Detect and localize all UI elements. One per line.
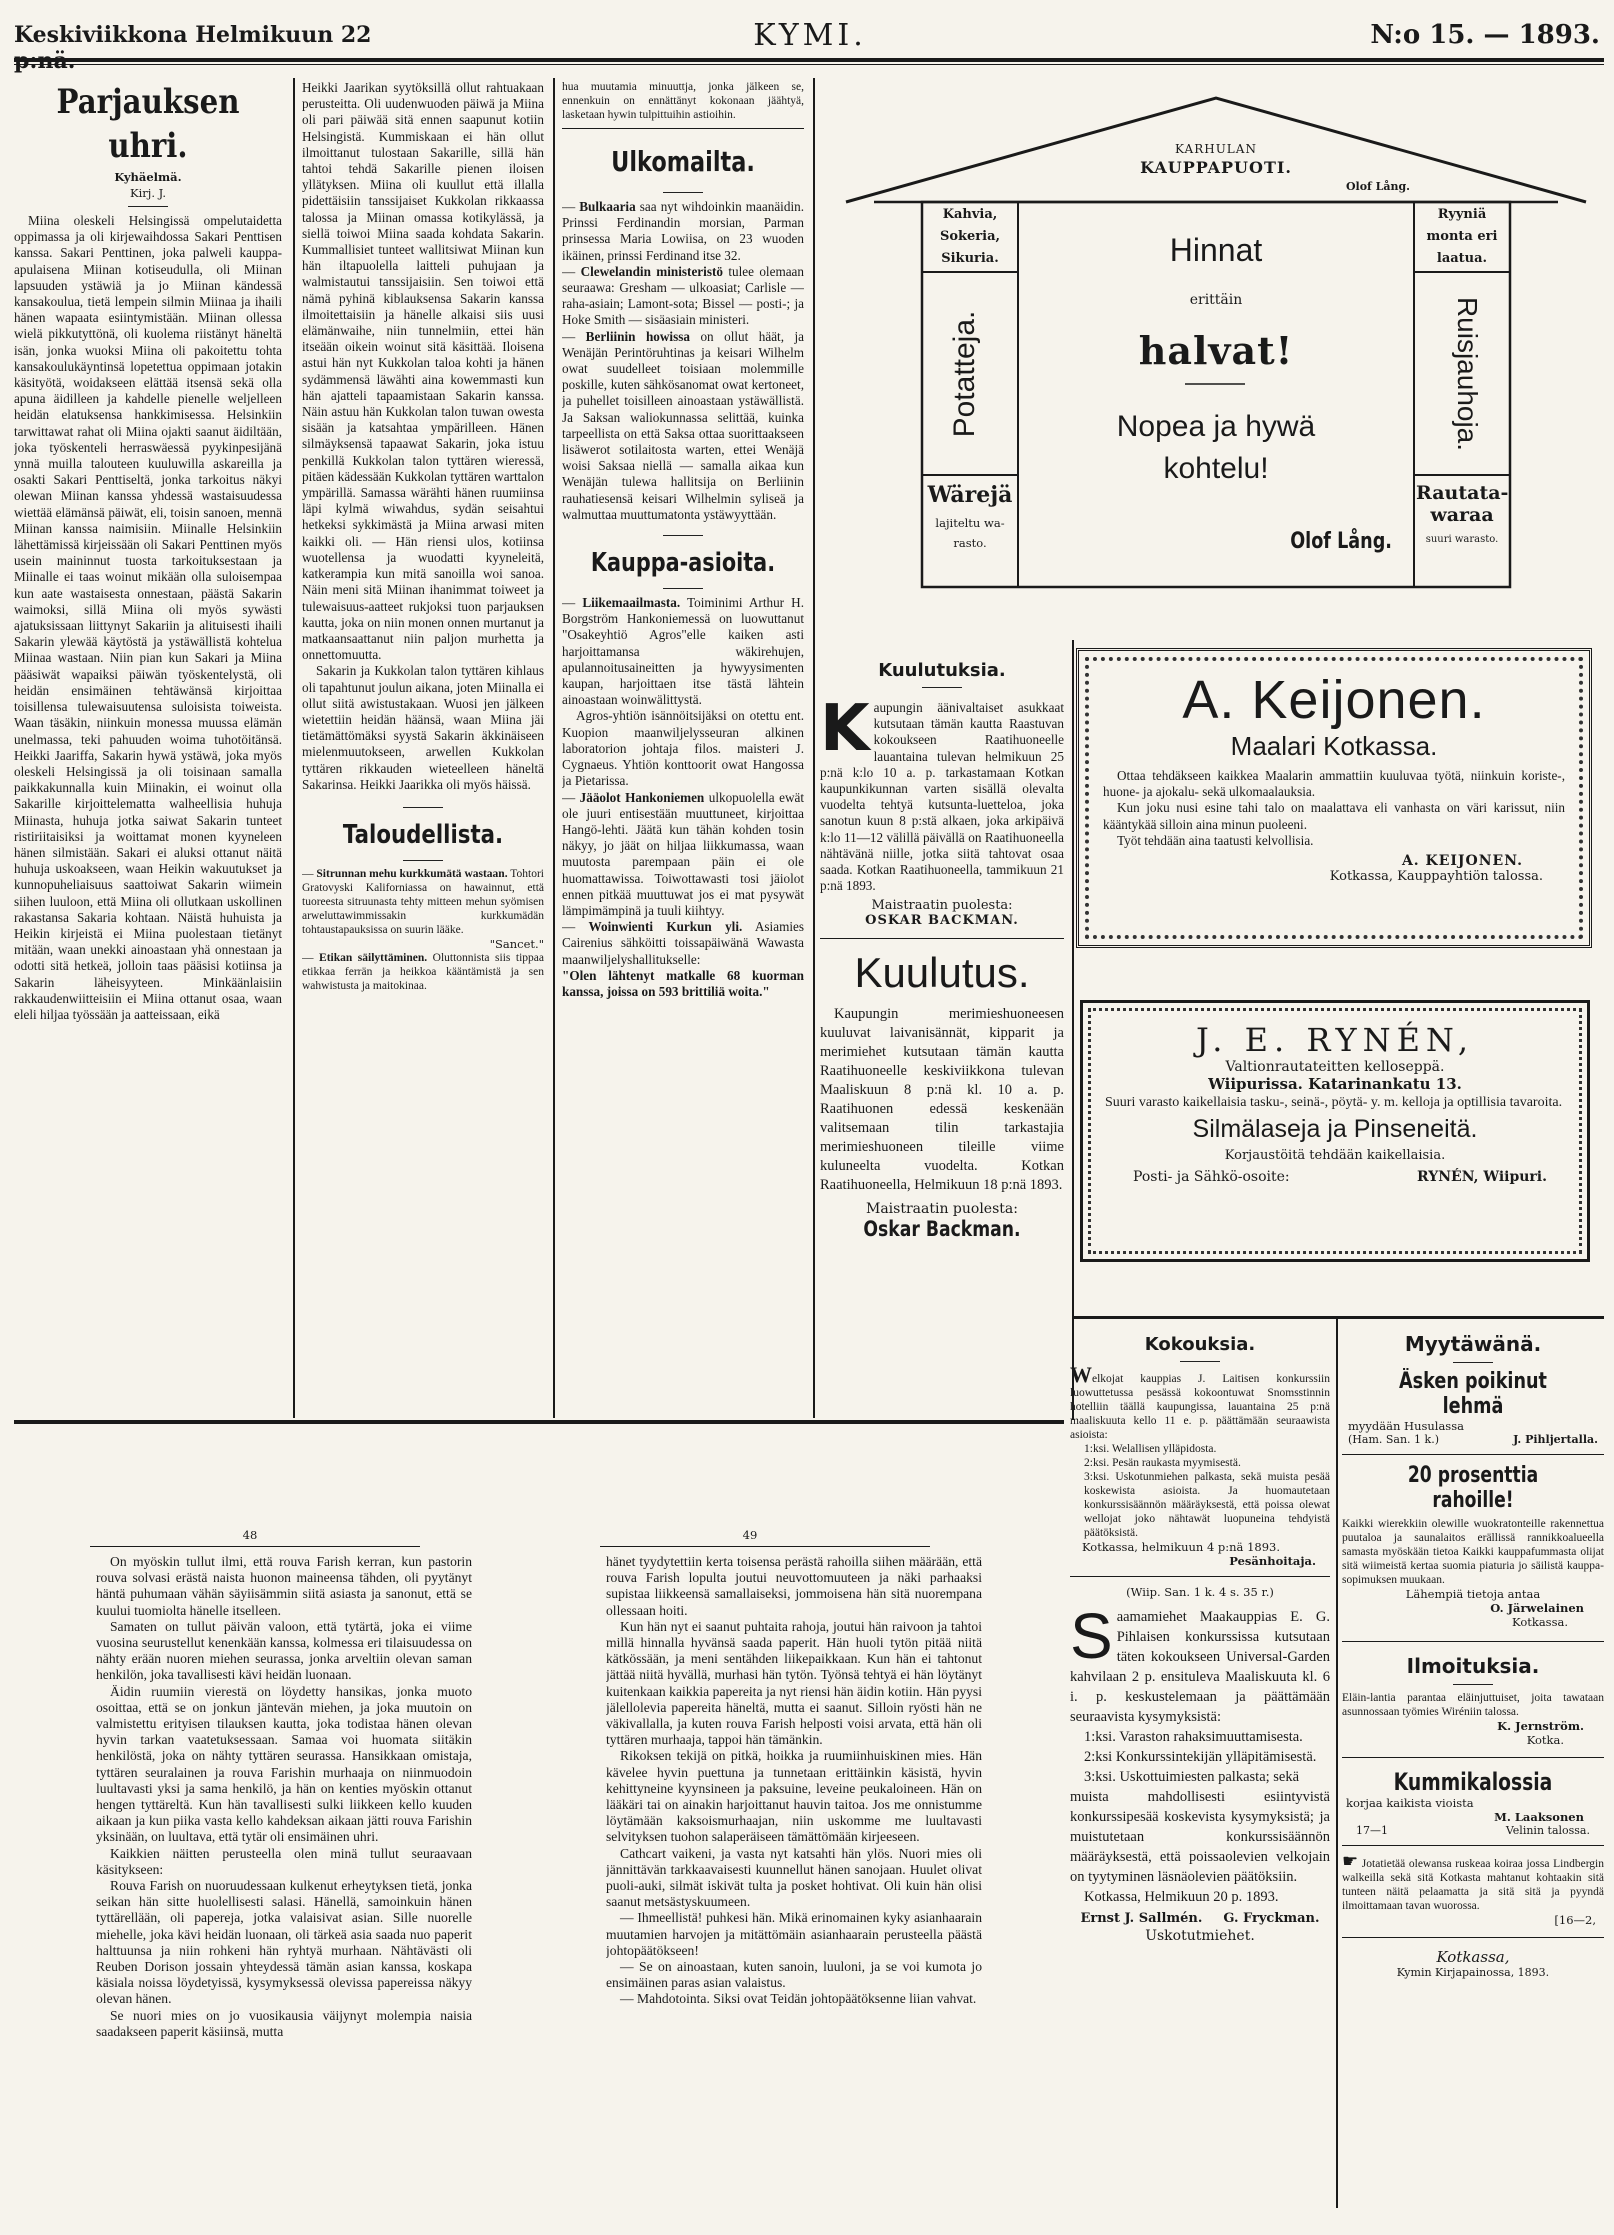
feuilleton-paragraph: Samaten on tullut päivän valoon, että tytärtä, joka ei viime vuosina seurustellut kenenkään kanssa, kolmessa eri tilaisuudessa on nähty erään nuoren miehen seurassa, jonka arveltiin olevan saman henkilön, joka tavallisesti kävi heidän luonaan. — [96, 1618, 472, 1683]
section-title-kauppa: Kauppa-asioita. — [590, 548, 776, 579]
keijonen-name: A. Keijonen. — [1182, 670, 1486, 730]
divider — [1342, 1454, 1604, 1455]
bottom-left-box — [924, 482, 1016, 550]
sallmen-text: aamamiehet Maakauppias E. G. Pihlaisen konkurssissa kutsutaan täten kokoukseen Universal-Garden kahvilaan 2 p. ensituleva Maaliskuuta kl. 6 i. p. keskustelemaan ja päättämään seuraavista kysymyksistä: — [1070, 1609, 1330, 1725]
feuilleton-paragraph: — Ihmeellistä! puhkesi hän. Mikä erinomainen kyky asianhaarain muutamien harvojen ja mitättömäin asianhaarain perusteella päästä johtopäätökseen! — [606, 1910, 982, 1958]
article-title: Sitrunnan mehu kurkkumätä wastaan. — [316, 867, 508, 880]
box-item: Kahvia, — [942, 207, 998, 222]
trade-item: Agros-yhtiön isännöitsijäksi on otettu ent. Kuopion maanwiljelysseuran alkinen laboratorion johtaja filos. maisteri J. Cygnaeus. Yhtiön konttoorit owat Hangossa ja Pietarissa. — [562, 708, 804, 789]
vertical-left-text: Potatteja. — [948, 310, 981, 438]
cow-sub: myydään Husulassa — [1348, 1419, 1464, 1433]
sallmen-sig: G. Fryckman. — [1223, 1911, 1320, 1926]
page-number-right: 49 — [742, 1528, 758, 1542]
hinnat-label: Hinnat — [1169, 232, 1263, 268]
trade-item: — Woinwienti Kurkun yli. Asiamies Cairenius sähköitti toissapäiwänä Wawasta maanwiljelyshallitukselle: — [562, 919, 804, 967]
sallmen-sig: Ernst J. Sallmén. — [1080, 1911, 1203, 1926]
box-item: Ryyniä — [1437, 207, 1487, 222]
feuilleton-paragraph: Cathcart vaikeni, ja vasta nyt katsahti hän ylös. Nuori mies oli jännittävän tarkkaavaisesti kuunnellut hänen sanojaan. Huulet olivat puoli-auki, silmät iskivät tulta ja posket hohtivat. Oli kuin hän olisi saanut metsästyskuumeen. — [606, 1845, 982, 1910]
kummi-sub: korjaa kaikista vioista — [1346, 1796, 1474, 1810]
article-continuation: hua muutamia minuuttja, jonka jälkeen se, ennenkuin on ennättänyt kokonaan jäähtyä, lasketaan hywin tulpittuihin astioihin. — [562, 81, 804, 121]
cow-ref: (Ham. San. 1 k.) — [1348, 1433, 1439, 1446]
meeting-sig: Pesänhoitaja. — [1229, 1554, 1316, 1568]
keijonen-body-3: Työt tehdään aina taatusti kelvollisia. — [1117, 832, 1314, 848]
box-left-top — [924, 204, 1016, 270]
erittain-label: erittäin — [1189, 292, 1243, 308]
feuilleton-paragraph: On myöskin tullut ilmi, että rouva Farish kerran, kun pastorin rouva solvasi erästä naista huonon maineensa tähden, oli pyytänyt häntä puhumaan vähän säyiisämmin siitä asiasta ja sanonut, että se kuului tuomiolta hänelle itselleen. — [96, 1554, 472, 1618]
discount-body: Kaikki wierekkiin olewille wuokratonteille rakennettua puutaloa ja saunalaitos erällissä rannikkoalueella samasta myöskään tietoa Kaikki kauppafummasta olijat sitä wiimeistä kertaa suomia piaturia jo säilistä kauppa-sopimuksen muukaan. — [1342, 1518, 1604, 1586]
bl-sub: rasto. — [953, 536, 987, 550]
bl-sub: lajiteltu wa- — [935, 516, 1005, 530]
news-body: tulee olemaan seuraawa: Gresham — ulkoasiat; Carlisle — raha-asiain; Lamont-sota; Bissel — posti-; ja Hoke Smith — sisäasiain ministeri. — [562, 263, 804, 328]
divider — [1453, 1362, 1493, 1363]
trade-title: Woinwienti Kurkun yli. — [588, 919, 743, 935]
ilmoitus-place: Kotka. — [1526, 1733, 1564, 1747]
feuilleton-paragraph: — Mahdotointa. Siksi ovat Teidän johtopäätöksenne liian vahvat. — [620, 1991, 977, 2007]
dropcap: K — [820, 692, 870, 766]
column-2 — [302, 80, 544, 1418]
ad-signature: Olof Lång. — [1290, 529, 1392, 554]
divider — [663, 192, 703, 193]
pointing-hand-icon: ☛ — [1342, 1851, 1359, 1871]
feuilleton-paragraph: Äidin ruumiin vierestä on löydetty hansikas, jonka muoto osoittaa, että se on jonkun jäntevän miehen, ja joka muutoin on valmistettu erityisen tilauksen kautta, joka todistaa hänen olevan hyvin tarkan vaatetuksessaan. Samaa voi huomata siitäkin henkilöstä, joka on nähty tyttären seurassa. Hansikkaan omistaja, tyttären seuralainen ja rouva Farishin murhaaja on niinmuodoin luultavasti yksi ja sama henkilö, ja hän on kenties myöskin ottanut hengen tyttäreltä. Kun hän tavallisesti sulki liikkeen kello kuuden aikaan ja kun piika vasta kello kahdeksan aikaan jätti rouva Farishin yksinään, on luultava, että tytär oli ensimäinen uhri. — [96, 1683, 472, 1845]
rynen-ad — [1080, 1000, 1590, 1262]
divider — [1180, 1361, 1220, 1362]
rynen-big: Silmälaseja ja Pinseneitä. — [1192, 1115, 1478, 1144]
ilmoitus-body: Eläin-lantia parantaa eläinjuttuiset, joita tawataan asunnossaan työmies Wiréniin talossa. — [1342, 1692, 1604, 1718]
service-line-1: Nopea ja hywä — [1116, 410, 1316, 443]
divider — [663, 588, 703, 589]
col-rule — [1336, 1318, 1338, 2208]
divider — [1070, 1576, 1330, 1577]
article: — Etikan säilyttäminen. Oluttonnista siis tippaa etikkaa ferrän ja heikkoa kääntämistä ja sen wahwistusta ja maitokinaa. — [302, 951, 544, 992]
kummi-heading: Kummikalossia — [1393, 1768, 1553, 1796]
feuilleton-paragraph: — Se on ainoastaan, kuten sanoin, luuloni, ja se voi kumota jo ensimäinen paras asian valaistus. — [606, 1959, 982, 1991]
news-item: — Clewelandin ministeristö tulee olemaan seuraawa: Gresham — ulkoasiat; Carlisle — raha-asiain; Lamont-sota; Bissel — posti-; ja Hoke Smith — sisäasiain ministeri. — [562, 263, 804, 328]
sallmen-sigs — [1070, 1911, 1330, 1926]
divider — [820, 938, 1064, 939]
karhula-ad — [840, 92, 1592, 592]
kummi-sig: M. Laaksonen — [1494, 1810, 1584, 1824]
news-title: Clewelandin ministeristö — [580, 263, 723, 279]
notice-text: aupungin äänivaltaiset asukkaat kutsutaan tämän kautta Raastuvan kokoukseen Raatihuoneelle lauantaina tulevan helmikuun 25 p:nä k:lo 10 a. p. tarkastamaan Kotkan kaupunkikunnan varten sisällä olevalta vuodelta tehtyä kutsunta-luetteloa, joka sanotun kuun 8 p:stä alkaen, joka arkipäivä k:lo 11—12 välillä päivällä on Raatihuoneella nähtävänä niille, jotka siitä tahtovat osaa saada. Kotkan Raatihuoneella, tammikuun 21 p:nä 1893. — [820, 700, 1064, 894]
shop-owner: Olof Lång. — [1345, 180, 1410, 193]
divider — [1453, 1684, 1493, 1685]
sallmen-q2: 2:ksi Konkurssintekijän ylläpitämisestä. — [1084, 1749, 1317, 1765]
masthead-rule-thin — [14, 64, 1604, 65]
rynen-post-value: RYNÉN, Wiipuri. — [1417, 1169, 1547, 1186]
feuilleton-paragraph: Rikoksen tekijä on pitkä, hoikka ja ruumiinhuiskinen mies. Hän kävelee hyvin puettuna ja tunnetaan erittäinkin käsistä, hyvin kehittyneine kyynsineen ja paksuine, leveine peukaloineen. Hän on lääkäri tai on ainakin harjoittanut hauvin taitoa. Jos me onnistumme löytämään kaksoismurhaajan, niin uskomme me luultavasti selvityksen tuohon salaperäiseen tämättömään kirjeeseen. — [606, 1748, 982, 1845]
divider — [1342, 1641, 1604, 1642]
cow-sig: J. Pihljertalla. — [1513, 1433, 1598, 1446]
keijonen-title: Maalari Kotkassa. — [1230, 731, 1438, 761]
trade-body: ulkopuolella ewät ole juuri entisestään muuttuneet, kirjoittaa Hangö-lehti. Jäätä kun tähän kohden tosin näkyy, jo jäät on hiljaa liikkumassa, waan muutosta parempaan päin ei ole huomattawissa. Toiwottawasti tosi jäiolot ennen pitkää muuttuwat jos ei mat pysywät lämpimämpinä ja tuuli kiihtyy. — [562, 789, 804, 918]
section-rule — [1072, 1316, 1604, 1319]
rynen-name: J. E. RYNÉN, — [1195, 1021, 1475, 1059]
meeting-list-item: 2:ksi. Pesän raukasta myymisestä. — [1084, 1457, 1241, 1469]
story-title: Parjauksen uhri. — [56, 82, 240, 166]
rynen-post-label: Posti- ja Sähkö-osoite: — [1133, 1169, 1290, 1186]
story-body: Miina oleskeli Helsingissä ompelutaidetta oppimassa ja oli kirjewaihdossa Sakari Penttisen kanssa. Sakari Penttinen, joka palweli kauppa-apulaisena Miinan kotiseudulla, oli Miinan lapsuuden ystäwiä ja jo Miinan kändessä kansakoulua, tietä lempein silmin Miinaa ja ihaili hänen wapaata esiintymistään. Miinan ollessa wielä pikkutyttönä, oli kuolema riistänyt häneltä isän, jonka wuoksi Miina oli pakoitettu tohta kansakoulukäyntinsä lopetettua oppimaan jotakin käsityötä, woidakseen elättää itsensä sekä olla apuna äidilleen ja kahdelle pienelle weljelleen heidän elatuksensa hankkimisessa. Helsinkiin tarwittawat rahat oli Miina ojakti saanut äidiltään, joka työskenteli herraswäessä pyykinpesijänä ynnä muilla talouteen kuuluwilla askareilla ja osakti Sakari Penttiseltä, jonka tarkoitus näkyi olewan Miinan kanssa yhdessä wastaisuudessa wiettää elämänsä päiwät, eli, toisin sanoen, mennä Miinan kanssa naimisiin. Miinalle Helsinkiin lähettämissä kirjeissään oli Sakari Penttinen myös usein maininnut tuosta tarkoituksestaan ja Miinalle ei taas woinut mikään olla suloisempaa kun aate wastaisesta onnestaan, päästä Sakarin waimoksi, sillä Miina oli myös sywästi ajatuksissaan liittynyt Sakariin ja alituisesti ihaili Sakarin ylewää käytöstä ja ystäwällistä kohtelua Miinaa wastaan. Niin pian kun Sakari ja Miina pääsiwät wapaiksi päiwän työskentelystä, oli heidän ensimäinen tehtäwänsä kirjoittaa toisillensa tulewaisuutensa suloisista toiweista. Waan täsäkin, niinkuin monessa muussa elämän unelmassa, teki pahuuden woima tuhotöitänsä. Heikki Jaariffa, Sakarin hywä ystäwä, joka myös oleskeli Helsingissä ja oli toisinaan samalla paikkakunnalla kuin Miinakin, ei woinut olla Sakarille kirjoittelematta walheellisia huhuja Miinasta, huhuja jotka saiwat Sakarin tunteet ristiriitaisiksi ja woittamat monen kyyneleen hänen silmistään. Sakari ei aluksi ottanut näitä huhuja uskoakseen, waan Heikin wakuutukset ja kunnopuheliaisuus saattoiwat Sakarin wiimein siihen luuloon, että Miina oli ollutkaan uskollinen rakastansa Sakaria kohtaan. Näistä huhuista ja Heikin kirjeistä ei Miina puolestaan tietänyt mitään, waan unekki ainoastaan yhä onnestaan ja odotti sitä hetkeä, jolloin taas pääsisi kotiinsa ja Sakarin läheisyyteen. Minkäänlaisiin rakkaudenwiitteisiin ei Miina ottanut osaa, waan eleli hiljaa työssään ja aatteissaan, eikä — [14, 213, 282, 1022]
cow-footer — [1342, 1433, 1604, 1446]
section-title-taloudellista: Taloudellista. — [342, 819, 504, 850]
notice-sig-2: OSKAR BACKMAN. — [865, 913, 1019, 929]
sallmen-body — [1070, 1600, 1330, 1727]
feuilleton-rule — [90, 1546, 420, 1547]
story-continuation-2: Sakarin ja Kukkolan talon tyttären kihlaus oli tapahtunut joulun aikana, joten Miinalla ei ollut siitä awistustakaan. Wuosi jen jälkeen wietettiin heidän häänsä, waan Miina jäi tietämättömäksi syystä Sakarin äkkinäiseen mielenmuutokseen, arwellen Kukkolan tyttären rikkauden wieteelleen häneltä Sakarinsa. Heikki Jaarikka oli myös häissä. — [302, 663, 544, 792]
keijonen-addr: Kotkassa, Kauppayhtiön talossa. — [1329, 869, 1543, 885]
halvat-label: halvat! — [1138, 328, 1294, 373]
sallmen-ref: (Wiip. San. 1 k. 4 s. 35 r.) — [1126, 1585, 1274, 1599]
rynen-body: Suuri varasto kaikellaisia tasku-, seinä-, pöytä- y. m. kelloja ja optillisia tavaroita. — [1105, 1095, 1563, 1110]
keijonen-sig: A. KEIJONEN. — [1401, 853, 1523, 870]
divider — [403, 860, 443, 861]
kuulutus-sig-2: Oskar Backman. — [863, 1217, 1021, 1242]
discount-note: Lähempiä tietoja antaa — [1405, 1587, 1541, 1601]
notice-sig-1: Maistraatin puolesta: — [871, 898, 1013, 914]
meeting-list-item: 1:ksi. Welallisen ylläpidosta. — [1084, 1443, 1217, 1455]
story-column — [14, 80, 282, 1418]
page-number-left: 48 — [242, 1528, 258, 1542]
kummi-ref: 17—1 — [1356, 1824, 1388, 1837]
trade-body: Toiminimi Arthur H. Borgström Hankoniemessä on luowuttanut "Osakeyhtiö Agros"elle kaiken asti harjoittamansa wäkirehujen, apulannoitusaineitten ja hywyysimenten kaupan, harjoittaen itse tästä lähtein ainoastaan woinwälittystä. — [562, 595, 804, 708]
vertical-right-text: Ruisjauhoja. — [1452, 296, 1483, 452]
notices-column — [820, 640, 1064, 1415]
col-rule — [553, 78, 555, 1418]
col-rule — [813, 78, 815, 1418]
printer-line-1: Kotkassa, — [1436, 1948, 1510, 1966]
feuilleton-paragraph: Kun hän nyt ei saanut puhtaita rahoja, joutui hän raivoon ja tahtoi millä hinnalla hyvänsä saada paperit. Hän huoli tytön pitää niitä kätkössään, ja meni sentähden liikepaikkaan. Kun hän ei tahtonut jättää niitä hyvällä, murhasi hän tytön. Työnsä tehtyä ei hän löytänyt kuitenkaan kaikkia papereita ja nyt riensi hän äidin kotiin. Hän pyysi jälellolevia papereita häneltä, mutta ei saanut. Silloin ryösti hän ne väkivallalla, ja kuten rouva Farish helposti voisi arvata, että hän oli tyttären murhaaja, tappoi hän tämänkin. — [606, 1618, 982, 1748]
section-rule — [14, 1420, 1064, 1424]
meetings-heading: Kokouksia. — [1144, 1334, 1256, 1355]
bottom-right-box — [1416, 482, 1508, 545]
article-title: Etikan säilyttäminen. — [319, 951, 428, 964]
sallmen-q3: 3:ksi. Uskottuimiesten palkasta; sekä — [1084, 1769, 1300, 1785]
discount-sig: O. Järwelainen — [1490, 1601, 1584, 1615]
meeting-list-item: 3:ksi. Uskotunmiehen palkasta, sekä muista pesää koskewista asioista. Ja huomautetaan konkurssisäännön määräyksestä, että poissa olewat wellojat joko nähtawät luopuneina tehdyistä päätöksistä. — [1084, 1471, 1330, 1539]
divider — [562, 128, 804, 129]
cow-title: Äsken poikinut lehmä — [1399, 1369, 1547, 1419]
feuilleton-paragraph: Se nuori mies on jo vuosikausia väijynyt molempia naisia saadakseen paperit käsiinsä, mutta — [96, 2007, 472, 2039]
article-body: Tohtori Gratovyski Kaliforniassa on hawainnut, että tuoreesta sitruunasta tehty mitteen mehun syömisen arweluttawimmissakin kurkkumädän tohtaustapauksissa on suurin lääke. — [302, 867, 544, 936]
rynen-addr: Wiipurissa. Katarinankatu 13. — [1208, 1075, 1462, 1093]
trade-item: — Liikemaailmasta. Toiminimi Arthur H. Borgström Hankoniemessä on luowuttanut "Osakeyhtiö Agros"elle kaiken asti harjoittamansa wäkirehujen, apulannoitusaineitten ja hywyysimenten kaupan, harjoittaen itse tästä lähtein ainoastaan woinwälittystä. — [562, 595, 804, 708]
rynen-repair: Korjaustöitä tehdään kaikellaisia. — [1224, 1148, 1446, 1164]
news-item: — Berliinin howissa on ollut häät, ja Wenäjän Perintöruhtinas ja keisari Wilhelm owat suudelleet toisiaan molemmille poskille, kuten sähkösanomat owat kertoneet, ja puhellet toisilleen ainoastaan ystäwällistä. Ja Saksan waliokunnassa selittää, kuinka tarpeellista on että Saksa ottaa suorittaakseen lisäwerot sotilaitosta warten, ettei Wenäjä woisi Saksaa niellä — samalla aikaa kun Wenäjän tulewa hallitsija on Berliinin rauhatiesensä keisari Wilhelmin syliseä ja walmuttaa muuttumatonta ystäwyyttään. — [562, 328, 804, 522]
rynen-title: Valtionrautateitten kelloseppä. — [1225, 1059, 1445, 1075]
trade-title: Jääolot Hankoniemen — [579, 789, 705, 805]
meeting-text: elkojat kauppias J. Laitisen konkurssiin luowuttetussa pesässä kokoontuwat Snomsstinnin hotelliin täällä kaupungissa, lauantaina 25 p:nä maaliskuuta kello 11 e. p. päättämään seuraawista asioista: — [1070, 1373, 1330, 1441]
divider — [1342, 1757, 1604, 1758]
shop-name-1: KARHULAN — [1175, 142, 1257, 156]
news-title: Bulkaaria — [579, 199, 636, 214]
divider — [1342, 1845, 1604, 1846]
meeting-body: Welkojat kauppias J. Laitisen konkurssiin luowuttetussa pesässä kokoontuwat Snomsstinnin hotelliin täällä kaupungissa, lauantaina 25 p:nä maaliskuuta kello 11 e. p. päättämään seuraawista asioista: — [1070, 1362, 1330, 1441]
story-continuation: Heikki Jaarikan syytöksillä ollut rahtuakaan perusteitta. Oli uudenwuoden päiwä ja Miina oli pari päiwää sitä ennen saapunut kotiin Helsingistä. Kummiskaan ei hän ollut ilmoittanut tulostaan Sakarille, sillä hän tahtoi tehdä Sakarille pienen iloisen yllätyksen. Miina oli kuullut että illalla pidettäisiin tanssijaiset Kukkolan rikkaassa talossa ja Miinan omassa kotikylässä, ja siellä toiwoi Miina saada kohdata Sakarin. Kummallisiet tunteet wallitsiwat Miinan kun hän iltapuolella laitteli puhujaan ja walmistautui tanssijaisiin. Sen toiwoi että nämä pyhinä kiblauksensa Sakarin kanssa ilmoitettaisiin ja hänelle alkaisi siis uusi elämänwaihe, niin tunnelmiin, ettei hän itseään oikein woinut sitä käsittää. Iloisena astui hän nyt Kukkolan taloa kohti ja hänen sydämmensä läwähti aina kowemmasti kun hän ajatteli tapaamistaan Sakarin kanssa. Näin astuu hän Kukkolan talon tuwan owesta sisään ja katsahtaa ympärilleen. Hänen silmäyksensä tapaawat Sakarin, joka istuu penkillä Kukkolan talon tyttären wieressä, pitäen kädessään Kukkolan tyttären warttalon ympärillä. Samassa wärähti hänen ruumiinsa läpi kylmä wiwahdus, sydän seisahtui hetkeksi sykkimästä ja Miina arwasi miten kaikki oli. — Hän riensi ulos, kotiinsa wuotellensa ja wuodatti kyyneleitä, katkerampia kun mitä sanoilla woi sanoa. Näin meni sitä Miinan ihanimmat toiweet ja tulewaisuus-aatteet rukjoksi tuon parjauksen kautta, joka on niin monen onnen murtanut ja matkaansaattanut niin paljon murhetta ja onnettomuutta. — [302, 80, 544, 663]
br-sub: suuri warasto. — [1425, 534, 1499, 545]
divider — [663, 535, 703, 536]
dropcap: S — [1070, 1600, 1113, 1672]
news-body: saa nyt wihdoinkin maanäidin. Prinssi Ferdinandin morsian, Parman prinsessa Maria Lowiisa, on 23 wuoden ikäinen, prinssi Ferdinand itse 32. — [562, 199, 804, 263]
article: — Sitrunnan mehu kurkkumätä wastaan. Tohtori Gratovyski Kaliforniassa on hawainnut, että tuoreesta sitruunasta tehty mitteen mehun syömisen arweluttawimmissakin kurkkumädän tohtaustapauksissa on suurin lääke. — [302, 867, 544, 936]
found-text: Jotatietää olewansa ruskeaa koiraa jossa Lindbergin walkeilla sekä sitä Kotkasta mahtanut kohtaakin sitä tunteen näitä pelaamatta ja sitä sitä ja pyyndä ilmoittamaan tavan wuorossa. — [1342, 1858, 1604, 1912]
feuilleton-paragraph: Kaikkien näitten perusteella olen minä tullut seuraavaan käsitykseen: — [96, 1845, 472, 1877]
trade-body: Asiamies Cairenius sähköitti toissapäiwänä Wawasta maanwiljelyshallitukselle: — [562, 919, 804, 967]
bl-title: Wärejä — [927, 482, 1013, 508]
news-body: on ollut häät, ja Wenäjän Perintöruhtinas ja keisari Wilhelm owat suudelleet toisiaan molemmille poskille, kuten sähkösanomat owat kertoneet, ja puhellet toisilleen ainoastaan ystäwällistä. Ja Saksan waliokunnassa selittää, kuinka tarpeellista on että Saksa ottaa suorittaakseen lisäwerot sotilaitosta warten, ettei Wenäjä woisi Saksaa niellä — samalla aikaa kun Wenäjän tulewa hallitsija on Berliinin rauhatiesensä keisari Wilhelmin syliseä ja walmuttaa muuttumatonta ystäwyyttään. — [562, 328, 804, 522]
trade-quote: "Olen lähtenyt matkalle 68 kuorman kanssa, joissa on 593 brittiliä woita." — [562, 967, 804, 999]
kummi-footer — [1342, 1824, 1604, 1837]
masthead-rule — [14, 58, 1604, 62]
br-title: Rautata- — [1416, 482, 1509, 504]
feuilleton-paragraph: Rouva Farish on nuoruudessaan kulkenut erheytyksen tietä, jonka seikan hän sitte huolellisesti salasi. Hänellä, samoinkuin hänen tyttärellään, oli papereja, jotka valaisivat asian. Sille nuorelle miehelle, joka kävi heidän luonaan, oli tärkeä asia saada nuo paperit halttuunsa ja niin rohkeni hän ryhtyä murhaan. Nähtävästi oli Reuben Dorison jossain yhteydessä tämän asian kanssa, koskapa käsiala noissa löydetyissä, kysymyksessä olevissa papereissa näkyy olevan hänen. — [96, 1878, 472, 2007]
discount-place: Kotkassa. — [1512, 1615, 1568, 1629]
news-item: — Bulkaaria saa nyt wihdoinkin maanäidin. Prinssi Ferdinandin morsian, Parman prinsessa Maria Lowiisa, on 23 wuoden ikäinen, prinssi Ferdinand itse 32. — [562, 199, 804, 263]
box-item: Sokeria, — [939, 229, 1001, 244]
story-subtitle: Kyhäelmä. — [114, 170, 182, 184]
box-right-top — [1416, 204, 1508, 270]
keijonen-body-1: Ottaa tehdäkseen kaikkea Maalarin ammattiin kuuluvaa työtä, niinkuin koriste-, huone- ja ajokalu- sekä ulkomaalauksia. — [1103, 768, 1565, 800]
masthead-issue: N:o 15. — 1893. — [1370, 20, 1600, 50]
feuilleton-right — [606, 1554, 982, 2234]
sallmen-sig-title: Uskotutmiehet. — [1145, 1928, 1255, 1944]
masthead-date: Keskiviikkona Helmikuun 22 — [14, 22, 372, 48]
news-title: Berliinin howissa — [585, 328, 690, 344]
sallmen-q1: 1:ksi. Varaston rahaksimuuttamisesta. — [1084, 1729, 1303, 1745]
sallmen-rest: muista mahdollisesti esiintyvistä konkurssipesää koskevista kysymyksistä; ja muistutetaan konkurssisäännön määräyksestä, että poissaolevien velkojain on tyytyminen läsnäolevien päätöksiin. — [1070, 1789, 1330, 1885]
notices-heading: Kuulutuksia. — [878, 660, 1006, 681]
br-title-2: waraa — [1430, 504, 1494, 526]
masthead-title: KYMI. — [753, 18, 867, 53]
kuulutus-sig-1: Maistraatin puolesta: — [866, 1201, 1018, 1218]
kuulutus-body: Kaupungin merimieshuoneesen kuuluvat laivanisännät, kipparit ja merimiehet kutsutaan tämän kautta Raatihuoneelle keskiviikkona tulevan Maaliskuun 8 p:nä kl. 10 a. p. Raatihuonen edessä keskenään valitsemaan tilin tarkastajia merimieshuoneen tileille viime kuluneelta vuodelta. Kotkan Raatihuoneella, Helmikuun 18 p:nä 1893. — [820, 1006, 1064, 1194]
column-3 — [562, 80, 804, 1418]
divider — [1342, 1937, 1604, 1938]
article-body: Oluttonnista siis tippaa etikkaa ferrän ja heikkoa kääntämistä ja sen wahwistusta ja maitokinaa. — [302, 951, 544, 992]
kummi-addr: Velinin talossa. — [1505, 1824, 1590, 1837]
trade-title: Liikemaailmasta. — [582, 595, 681, 611]
divider — [128, 206, 168, 207]
trade-item: — Jääolot Hankoniemen ulkopuolella ewät ole juuri entisestään muuttuneet, kirjoittaa Hangö-lehti. Jäätä kun tähän kohden tosin näkyy, jo jäät on hiljaa liikkumassa, waan muutosta parempaan päin ei ole huomattawissa. Toiwottawasti tosi jäiolot ennen pitkää muuttuwat jos ei mat pysywät lämpimämpinä ja tuuli kiihtyy. — [562, 789, 804, 918]
service-line-2: kohtelu! — [1163, 452, 1269, 485]
classifieds-column — [1342, 1318, 1604, 2218]
feuilleton-left — [96, 1554, 472, 2234]
divider — [403, 807, 443, 808]
box-item: monta eri — [1426, 229, 1498, 244]
feuilleton-paragraph: hänet tyydytettiin kerta toisensa perästä rahoilla siihen määrään, että rouva Farish lopulta joutui neuvottomuuteen ja näki parhaaksi supistaa liikkeensä samallaiseksi, jommoisena hän sitä nuorempana ollessaan hoiti. — [606, 1554, 982, 1618]
keijonen-ad — [1076, 648, 1592, 948]
col-rule — [1072, 640, 1074, 1420]
col-rule — [293, 78, 295, 1418]
sallmen-place: Kotkassa, Helmikuun 20 p. 1893. — [1084, 1889, 1279, 1905]
meeting-place: Kotkassa, helmikuun 4 p:nä 1893. — [1082, 1540, 1280, 1554]
ilmoitus-sig: K. Jernström. — [1497, 1719, 1584, 1733]
keijonen-body-2: Kun joku nusi esine tahi talo on maalattava eli vanhasta on väri karissut, niin kääntykää silloin aina minun puoleeni. — [1103, 800, 1565, 832]
found-notice — [1342, 1851, 1604, 1913]
story-author: Kirj. J. — [129, 186, 167, 200]
article-source: "Sancet." — [489, 936, 544, 951]
shop-name-2: KAUPPAPUOTI. — [1140, 158, 1292, 177]
box-item: laatua. — [1436, 251, 1488, 266]
discount-title: 20 prosenttia rahoille! — [1407, 1463, 1539, 1513]
section-title-ulkomailta: Ulkomailta. — [611, 145, 755, 178]
divider — [922, 687, 962, 688]
feuilleton-rule — [600, 1546, 930, 1547]
printer-line-2: Kymin Kirjapainossa, 1893. — [1396, 1966, 1550, 1979]
found-ref: [16—2, — [1554, 1913, 1596, 1927]
ilmoituksia-heading: Ilmoituksia. — [1406, 1654, 1540, 1678]
notice-body — [820, 692, 1064, 894]
box-item: Sikuria. — [941, 251, 999, 266]
sale-heading: Myytäwänä. — [1404, 1332, 1542, 1356]
meetings-column — [1070, 1318, 1330, 2208]
kuulutus-heading: Kuulutus. — [854, 949, 1030, 997]
rynen-post — [1133, 1169, 1547, 1185]
